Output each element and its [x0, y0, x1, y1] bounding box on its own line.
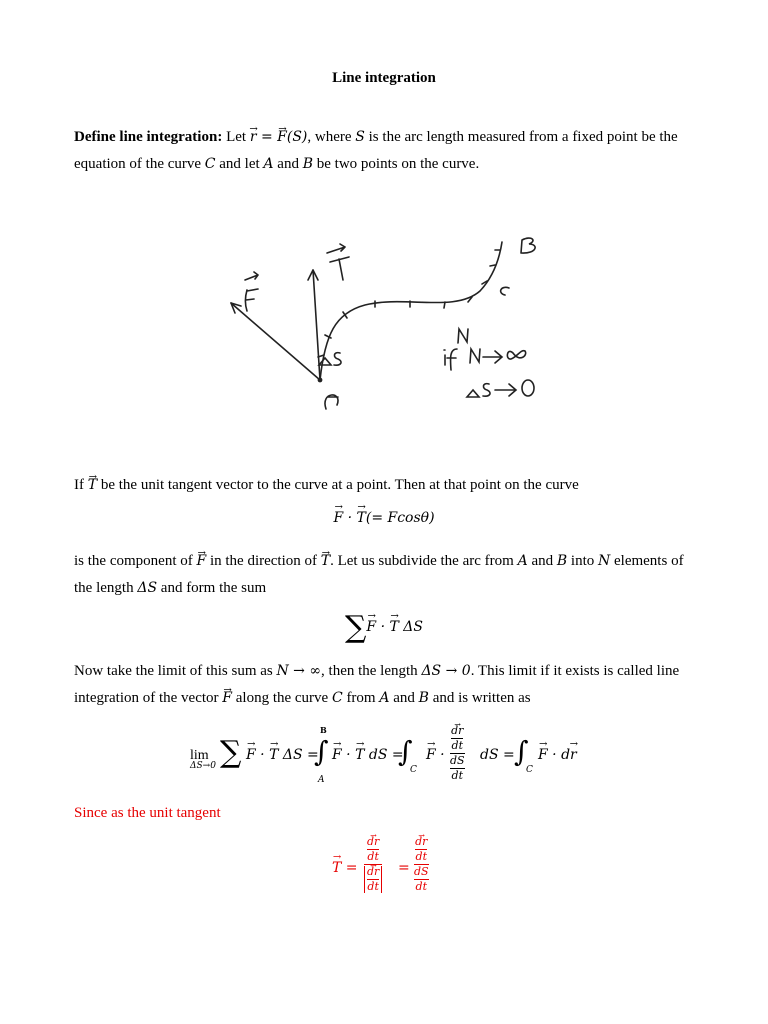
text-run: into: [567, 553, 598, 569]
text-run: and: [389, 690, 419, 706]
definition-label: Define line integration:: [74, 129, 223, 145]
text-run: be two points on the curve.: [313, 156, 480, 172]
text-run: and let: [215, 156, 264, 172]
sum-equation: ∑→ F · → T ΔS: [0, 610, 768, 645]
text-run: . Let us subdivide the arc from: [330, 553, 518, 569]
limit-paragraph: Now take the limit of this sum as N → ∞, then the length ΔS → 0. This limit if it exists is called line integration of the vector → F along the curve C from A and B and is written as: [74, 658, 699, 712]
unit-tangent-note: Since as the unit tangent: [74, 805, 221, 821]
text-run: If: [74, 477, 88, 493]
text-run: Let: [222, 129, 250, 145]
text-run: is the arc length measured from a fixed point be the equation of the curve: [74, 129, 678, 172]
math-run: N → ∞: [276, 663, 322, 679]
text-run: elements of the length: [74, 553, 684, 596]
text-run: . This limit if it exists is called line integration of the vector: [74, 663, 680, 706]
line-integral-equation: lim ΔS→0 ∑ → F · → T ΔS = ∫ B A → F · → T dS = ∫ C → F · → $\frac{dr}{dt}$ $\frac{dS}{dt}$ dS = ∫ C → F · d→ r: [190, 725, 590, 795]
text-run: be the unit tangent vector to the curve at a point. Then at that point on the curve: [97, 477, 579, 493]
text-run: and: [527, 553, 557, 569]
definition-paragraph: Define line integration: Let → r = → F(S), where S is the arc length measured from a fixed point be the equation of the curve C and let A and B be two points on the curve.: [74, 124, 699, 178]
equation-text: (= Fcosθ): [365, 510, 435, 526]
component-paragraph: is the component of → F in the direction of → T. Let us subdivide the arc from A and B into N elements of the length ΔS and form the sum: [74, 548, 699, 602]
text-run: Now take the limit of this sum as: [74, 663, 277, 679]
text-run: , then the length: [321, 663, 422, 679]
text-run: is the component of: [74, 553, 197, 569]
text-run: along the curve: [232, 690, 332, 706]
page-title: Line integration: [332, 70, 436, 86]
text-run: from: [342, 690, 380, 706]
curve-sketch: [225, 225, 565, 425]
text-run: in the direction of: [206, 553, 321, 569]
text-run: , where: [307, 129, 356, 145]
text-run: and form the sum: [157, 580, 267, 596]
unit-tangent-equation: → T = → $\frac{dr}{dt}$ → $\frac{dr}{dt}$ = → $\frac{dr}{dt}$ $\frac{dS}{dt}$: [330, 836, 450, 906]
math-run: ΔS → 0: [421, 663, 471, 679]
text-run: and is written as: [428, 690, 531, 706]
dot-product-equation: → F · → T(= Fcosθ): [0, 510, 768, 527]
text-run: and: [273, 156, 303, 172]
tangent-paragraph: If → T be the unit tangent vector to the curve at a point. Then at that point on the curve: [74, 472, 699, 499]
